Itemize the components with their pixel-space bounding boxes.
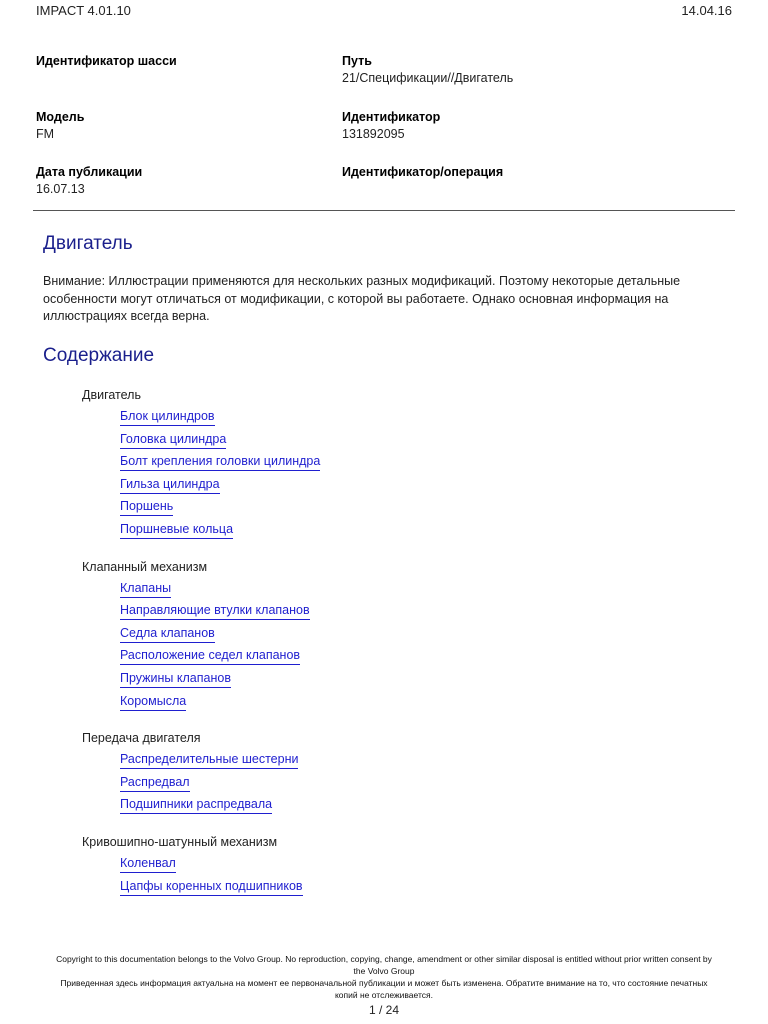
footer-line: копий не отслеживается. <box>334 990 433 1000</box>
copyright-footer <box>30 953 738 1001</box>
toc-section-crank-mechanism: Кривошипно-шатунный механизм <box>82 834 278 849</box>
chassis-id-label: Идентификатор шасси <box>36 54 177 68</box>
notice-line: Внимание: Иллюстрации применяются для нескольких разных модификаций. Поэтому некоторые детальные <box>43 274 681 288</box>
footer-line: the Volvo Group <box>353 966 415 976</box>
toc-link-timing-gears[interactable]: Распределительные шестерни <box>120 751 298 769</box>
toc-link-valve-guides[interactable]: Направляющие втулки клапанов <box>120 602 310 620</box>
identifier-value: 131892095 <box>342 127 405 141</box>
toc-link-valves[interactable]: Клапаны <box>120 580 171 598</box>
toc-section-engine: Двигатель <box>82 388 141 402</box>
table-of-contents <box>0 387 768 899</box>
toc-link-valve-seat-location[interactable]: Расположение седел клапанов <box>120 647 300 665</box>
toc-title: Содержание <box>43 345 155 366</box>
identifier-label: Идентификатор <box>342 110 441 124</box>
toc-link-cylinder-liner[interactable]: Гильза цилиндра <box>120 476 220 494</box>
page-number: 1 / 24 <box>368 1003 400 1017</box>
toc-link-cylinder-block[interactable]: Блок цилиндров <box>120 408 215 426</box>
toc-link-head-bolt[interactable]: Болт крепления головки цилиндра <box>120 453 320 471</box>
footer-line: Copyright to this documentation belongs to the Volvo Group. No reproduction, copying, change, amendment or other similar disposal is entitled without prior written consent by <box>56 954 712 964</box>
model-value: FM <box>36 127 55 141</box>
model-label: Модель <box>36 110 85 124</box>
header-divider <box>33 210 735 211</box>
toc-link-piston-rings[interactable]: Поршневые кольца <box>120 521 233 539</box>
publication-date-label: Дата публикации <box>36 165 143 179</box>
toc-link-valve-springs[interactable]: Пружины клапанов <box>120 670 231 688</box>
toc-link-crankshaft[interactable]: Коленвал <box>120 855 176 873</box>
operation-id-label: Идентификатор/операция <box>342 165 504 179</box>
print-date: 14.04.16 <box>681 3 732 18</box>
toc-link-main-bearing-journals[interactable]: Цапфы коренных подшипников <box>120 878 303 896</box>
toc-link-camshaft-bearings[interactable]: Подшипники распредвала <box>120 796 272 814</box>
footer-line: Приведенная здесь информация актуальна на момент ее первоначальной публикации и может быть изменена. Обратите внимание на то, что состояние печатных <box>60 978 708 988</box>
notice-line: особенности могут отличаться от модификации, с которой вы работаете. Однако основная информация на <box>43 291 669 306</box>
toc-section-engine-transmission: Передача двигателя <box>82 731 201 746</box>
app-version: IMPACT 4.01.10 <box>36 3 131 18</box>
notice-line: иллюстрациях всегда верна. <box>43 309 210 323</box>
toc-section-valve-mechanism: Клапанный механизм <box>82 559 208 574</box>
toc-link-rocker-arms[interactable]: Коромысла <box>120 693 186 711</box>
illustration-notice <box>43 273 723 326</box>
toc-link-valve-seats[interactable]: Седла клапанов <box>120 625 215 643</box>
path-label: Путь <box>342 54 372 68</box>
page-title: Двигатель <box>43 233 133 254</box>
path-value: 21/Спецификации//Двигатель <box>342 71 514 85</box>
toc-link-camshaft[interactable]: Распредвал <box>120 774 190 792</box>
toc-link-piston[interactable]: Поршень <box>120 498 173 516</box>
toc-link-cylinder-head[interactable]: Головка цилиндра <box>120 431 226 449</box>
publication-date-value: 16.07.13 <box>36 182 85 196</box>
